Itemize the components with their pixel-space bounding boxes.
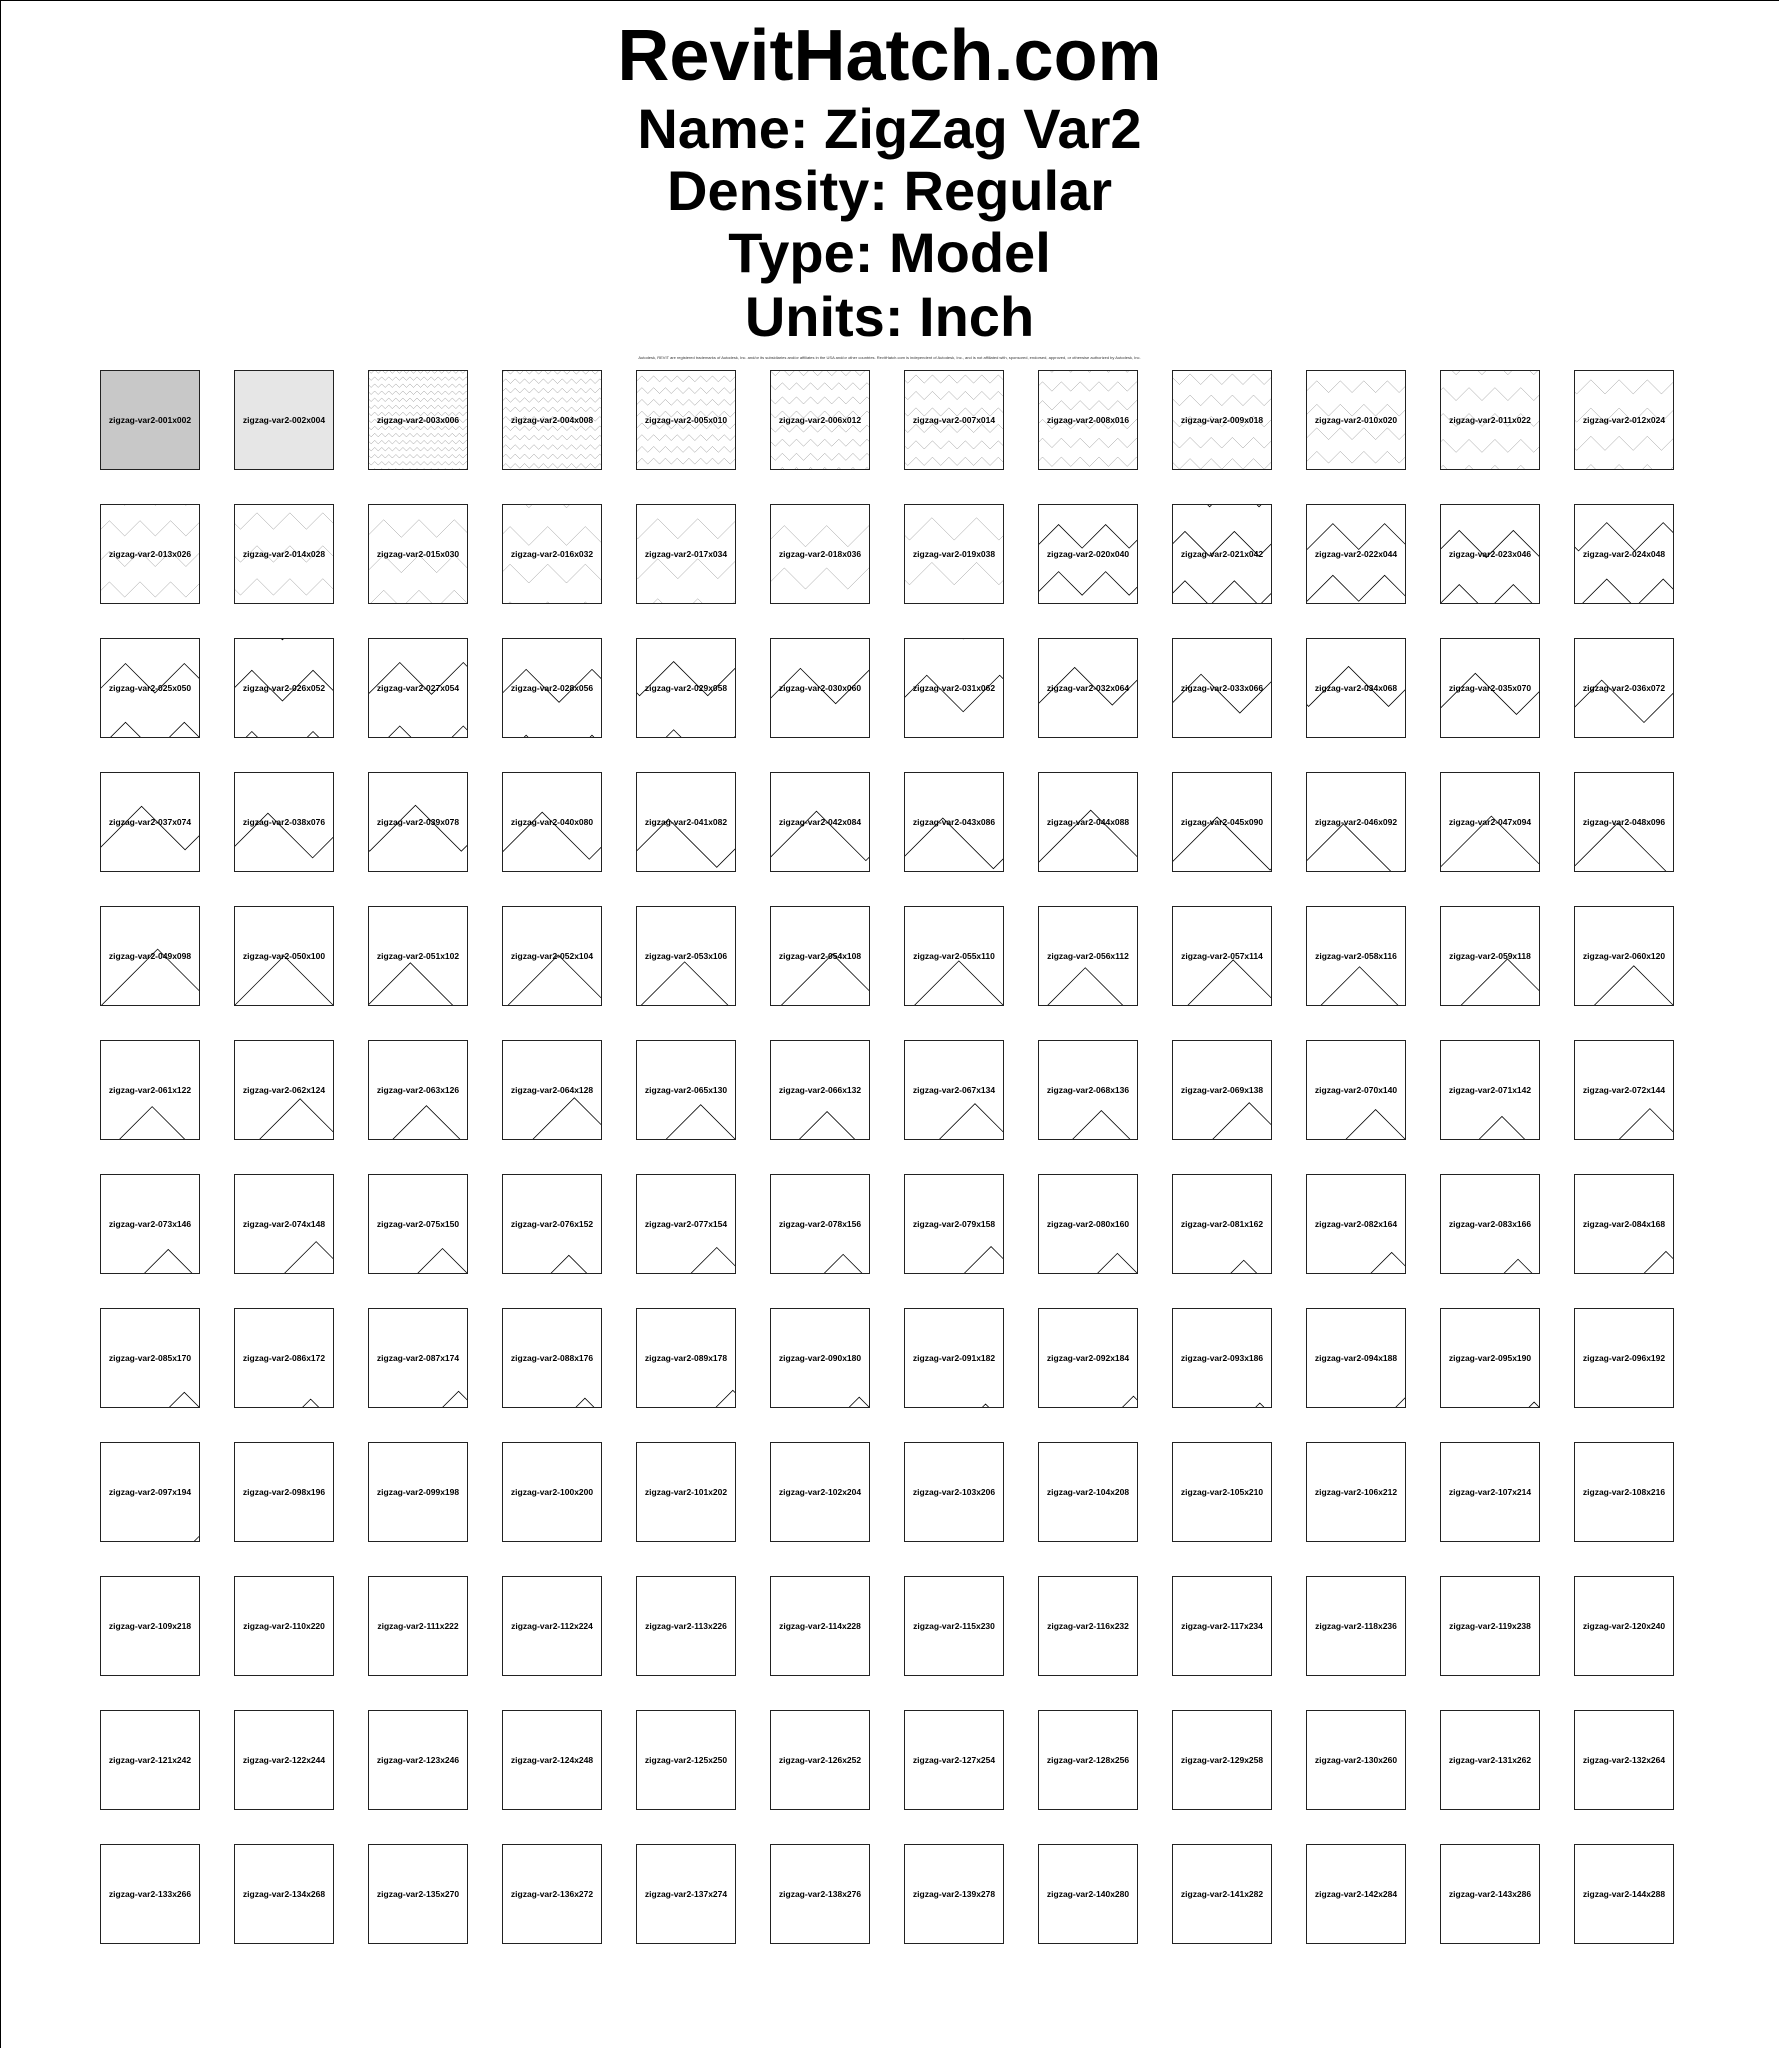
hatch-tile xyxy=(636,772,736,872)
hatch-tile xyxy=(100,504,200,604)
hatch-tile-label: zigzag-var2-037x074 xyxy=(108,817,192,827)
hatch-tile xyxy=(1172,638,1272,738)
hatch-tile-label: zigzag-var2-118x236 xyxy=(1315,1621,1397,1631)
hatch-tile-label: zigzag-var2-098x196 xyxy=(242,1487,326,1497)
hatch-tile-label: zigzag-var2-060x120 xyxy=(1582,951,1666,961)
hatch-tile xyxy=(368,1174,468,1274)
hatch-tile-label: zigzag-var2-021x042 xyxy=(1180,549,1264,559)
hatch-tile-label: zigzag-var2-006x012 xyxy=(778,415,862,425)
hatch-tile xyxy=(770,906,870,1006)
hatch-tile-label: zigzag-var2-058x116 xyxy=(1315,951,1397,961)
hatch-tile-label: zigzag-var2-141x282 xyxy=(1180,1889,1264,1899)
hatch-tile xyxy=(1440,1844,1540,1944)
hatch-tile-label: zigzag-var2-095x190 xyxy=(1448,1353,1532,1363)
hatch-tile xyxy=(636,1174,736,1274)
hatch-tile-label: zigzag-var2-005x010 xyxy=(644,415,728,425)
hatch-tile xyxy=(1038,906,1138,1006)
hatch-tile-label: zigzag-var2-084x168 xyxy=(1582,1219,1666,1229)
hatch-tile xyxy=(770,1040,870,1140)
hatch-tile-label: zigzag-var2-120x240 xyxy=(1582,1621,1666,1631)
hatch-tile-label: zigzag-var2-091x182 xyxy=(912,1353,996,1363)
hatch-tile xyxy=(904,638,1004,738)
hatch-tile xyxy=(770,1710,870,1810)
hatch-tile-label: zigzag-var2-100x200 xyxy=(510,1487,594,1497)
hatch-tile-label: zigzag-var2-128x256 xyxy=(1046,1755,1130,1765)
hatch-tile-label: zigzag-var2-025x050 xyxy=(108,683,192,693)
hatch-tile-label: zigzag-var2-135x270 xyxy=(376,1889,460,1899)
hatch-tile xyxy=(1440,1308,1540,1408)
hatch-tile xyxy=(1440,638,1540,738)
hatch-tile xyxy=(368,1844,468,1944)
hatch-tile xyxy=(502,638,602,738)
hatch-tile xyxy=(100,1174,200,1274)
hatch-tile xyxy=(1306,638,1406,738)
hatch-tile xyxy=(100,1710,200,1810)
hatch-tile-label: zigzag-var2-031x062 xyxy=(912,683,996,693)
hatch-tile-label: zigzag-var2-040x080 xyxy=(510,817,594,827)
hatch-tile-label: zigzag-var2-041x082 xyxy=(644,817,728,827)
hatch-tile xyxy=(1038,1308,1138,1408)
hatch-tile-label: zigzag-var2-056x112 xyxy=(1047,951,1129,961)
hatch-tile xyxy=(904,370,1004,470)
hatch-tile xyxy=(1306,772,1406,872)
hatch-tile-label: zigzag-var2-004x008 xyxy=(510,415,594,425)
hatch-tile-label: zigzag-var2-144x288 xyxy=(1582,1889,1666,1899)
hatch-tile-label: zigzag-var2-054x108 xyxy=(778,951,862,961)
hatch-tile xyxy=(502,504,602,604)
hatch-tile xyxy=(636,638,736,738)
hatch-tile xyxy=(1038,1442,1138,1542)
hatch-tile xyxy=(636,1576,736,1676)
hatch-tile xyxy=(100,1308,200,1408)
hatch-tile-label: zigzag-var2-049x098 xyxy=(108,951,192,961)
hatch-tile xyxy=(502,1174,602,1274)
hatch-tile xyxy=(502,772,602,872)
hatch-tile-label: zigzag-var2-119x238 xyxy=(1449,1621,1531,1631)
hatch-tile-label: zigzag-var2-008x016 xyxy=(1046,415,1130,425)
hatch-tile xyxy=(1306,370,1406,470)
hatch-tile xyxy=(100,370,200,470)
hatch-tile-label: zigzag-var2-093x186 xyxy=(1180,1353,1264,1363)
hatch-tile-label: zigzag-var2-111x222 xyxy=(377,1621,459,1631)
hatch-tile xyxy=(368,1442,468,1542)
hatch-tile xyxy=(1306,1710,1406,1810)
hatch-tile xyxy=(904,1710,1004,1810)
hatch-tile xyxy=(1172,772,1272,872)
hatch-tile xyxy=(770,1844,870,1944)
hatch-tile xyxy=(904,1040,1004,1140)
pattern-type: Type: Model xyxy=(728,221,1051,284)
hatch-tile xyxy=(1574,1174,1674,1274)
hatch-tile xyxy=(1172,1308,1272,1408)
hatch-tile-label: zigzag-var2-140x280 xyxy=(1046,1889,1130,1899)
hatch-tile xyxy=(1440,1710,1540,1810)
hatch-tile xyxy=(1440,1442,1540,1542)
hatch-tile-label: zigzag-var2-048x096 xyxy=(1582,817,1666,827)
hatch-tile-label: zigzag-var2-050x100 xyxy=(242,951,326,961)
hatch-tile xyxy=(368,1710,468,1810)
hatch-tile xyxy=(234,772,334,872)
hatch-tile xyxy=(368,370,468,470)
hatch-tile xyxy=(1038,1576,1138,1676)
hatch-tile xyxy=(234,370,334,470)
hatch-tile xyxy=(1440,1576,1540,1676)
hatch-tile-label: zigzag-var2-024x048 xyxy=(1582,549,1666,559)
hatch-tile-label: zigzag-var2-077x154 xyxy=(644,1219,728,1229)
hatch-tile-label: zigzag-var2-019x038 xyxy=(912,549,996,559)
hatch-tile xyxy=(770,1308,870,1408)
hatch-tile-label: zigzag-var2-126x252 xyxy=(778,1755,862,1765)
hatch-tile-label: zigzag-var2-087x174 xyxy=(376,1353,460,1363)
hatch-tile-label: zigzag-var2-035x070 xyxy=(1448,683,1532,693)
hatch-tile xyxy=(1038,638,1138,738)
hatch-tile xyxy=(770,370,870,470)
hatch-tile xyxy=(636,370,736,470)
hatch-tile xyxy=(1440,1174,1540,1274)
hatch-tile xyxy=(1440,772,1540,872)
hatch-tile xyxy=(1574,772,1674,872)
hatch-tile xyxy=(234,1576,334,1676)
hatch-tile-label: zigzag-var2-081x162 xyxy=(1180,1219,1264,1229)
hatch-tile-label: zigzag-var2-012x024 xyxy=(1582,415,1666,425)
hatch-tile xyxy=(1038,1844,1138,1944)
hatch-tile-label: zigzag-var2-127x254 xyxy=(912,1755,996,1765)
hatch-tile xyxy=(904,1844,1004,1944)
hatch-tile-label: zigzag-var2-052x104 xyxy=(510,951,594,961)
hatch-tile-label: zigzag-var2-046x092 xyxy=(1314,817,1398,827)
hatch-tile-label: zigzag-var2-105x210 xyxy=(1180,1487,1264,1497)
hatch-tile-label: zigzag-var2-042x084 xyxy=(778,817,862,827)
hatch-tile-label: zigzag-var2-045x090 xyxy=(1180,817,1264,827)
hatch-tile-label: zigzag-var2-020x040 xyxy=(1046,549,1130,559)
hatch-tile xyxy=(502,1576,602,1676)
hatch-tile-label: zigzag-var2-090x180 xyxy=(778,1353,862,1363)
hatch-tile-label: zigzag-var2-094x188 xyxy=(1314,1353,1398,1363)
hatch-tile-label: zigzag-var2-003x006 xyxy=(376,415,460,425)
hatch-tile xyxy=(234,906,334,1006)
hatch-tile-label: zigzag-var2-059x118 xyxy=(1449,951,1531,961)
hatch-tile xyxy=(1306,1174,1406,1274)
pattern-units: Units: Inch xyxy=(744,285,1035,348)
hatch-tile-label: zigzag-var2-023x046 xyxy=(1448,549,1532,559)
hatch-tile xyxy=(368,772,468,872)
hatch-tile xyxy=(770,1442,870,1542)
hatch-tile-label: zigzag-var2-053x106 xyxy=(644,951,728,961)
hatch-tile xyxy=(1038,772,1138,872)
hatch-tile-label: zigzag-var2-051x102 xyxy=(376,951,460,961)
hatch-tile xyxy=(502,1844,602,1944)
hatch-tile-label: zigzag-var2-139x278 xyxy=(912,1889,996,1899)
hatch-tile xyxy=(1306,1576,1406,1676)
hatch-tile-label: zigzag-var2-001x002 xyxy=(108,415,192,425)
hatch-tile xyxy=(368,1576,468,1676)
hatch-tile-label: zigzag-var2-143x286 xyxy=(1448,1889,1532,1899)
hatch-tile xyxy=(770,1174,870,1274)
hatch-tile xyxy=(904,1442,1004,1542)
hatch-tile-label: zigzag-var2-033x066 xyxy=(1180,683,1264,693)
hatch-tile xyxy=(234,504,334,604)
hatch-tile-label: zigzag-var2-026x052 xyxy=(242,683,326,693)
hatch-tile-label: zigzag-var2-097x194 xyxy=(108,1487,192,1497)
hatch-tile xyxy=(234,1308,334,1408)
hatch-tile xyxy=(1574,370,1674,470)
hatch-tile-label: zigzag-var2-017x034 xyxy=(644,549,728,559)
hatch-tile xyxy=(1172,1710,1272,1810)
hatch-tile-label: zigzag-var2-131x262 xyxy=(1448,1755,1532,1765)
hatch-tile xyxy=(636,1844,736,1944)
hatch-tile-label: zigzag-var2-104x208 xyxy=(1046,1487,1130,1497)
hatch-tile xyxy=(502,1710,602,1810)
hatch-tile-label: zigzag-var2-083x166 xyxy=(1448,1219,1532,1229)
hatch-tile-label: zigzag-var2-029x058 xyxy=(644,683,728,693)
hatch-tile-label: zigzag-var2-015x030 xyxy=(376,549,460,559)
hatch-tile-label: zigzag-var2-013x026 xyxy=(108,549,192,559)
hatch-tile xyxy=(1306,1844,1406,1944)
hatch-tile-label: zigzag-var2-007x014 xyxy=(912,415,996,425)
hatch-tile xyxy=(770,1576,870,1676)
hatch-tile-label: zigzag-var2-067x134 xyxy=(912,1085,996,1095)
hatch-tile xyxy=(368,504,468,604)
hatch-tile-label: zigzag-var2-071x142 xyxy=(1448,1085,1532,1095)
hatch-tile xyxy=(1172,1844,1272,1944)
hatch-tile-label: zigzag-var2-061x122 xyxy=(108,1085,192,1095)
hatch-tile xyxy=(1172,1174,1272,1274)
hatch-tile-label: zigzag-var2-068x136 xyxy=(1046,1085,1130,1095)
hatch-tile-label: zigzag-var2-028x056 xyxy=(510,683,594,693)
hatch-tile-label: zigzag-var2-027x054 xyxy=(376,683,460,693)
hatch-tile-label: zigzag-var2-125x250 xyxy=(644,1755,728,1765)
hatch-tile xyxy=(1440,906,1540,1006)
hatch-tile-label: zigzag-var2-062x124 xyxy=(242,1085,326,1095)
hatch-tile-label: zigzag-var2-016x032 xyxy=(510,549,594,559)
hatch-tile xyxy=(502,370,602,470)
site-title: RevitHatch.com xyxy=(617,16,1162,96)
hatch-tile xyxy=(502,906,602,1006)
hatch-tile-label: zigzag-var2-044x088 xyxy=(1046,817,1130,827)
hatch-tile xyxy=(904,1308,1004,1408)
hatch-tile-label: zigzag-var2-039x078 xyxy=(376,817,460,827)
hatch-tile xyxy=(904,906,1004,1006)
hatch-tile-label: zigzag-var2-124x248 xyxy=(510,1755,594,1765)
hatch-tile xyxy=(1306,906,1406,1006)
hatch-tile-label: zigzag-var2-136x272 xyxy=(510,1889,594,1899)
hatch-tile-label: zigzag-var2-086x172 xyxy=(242,1353,326,1363)
hatch-tile xyxy=(234,1040,334,1140)
hatch-tile xyxy=(368,1308,468,1408)
hatch-tile xyxy=(636,1040,736,1140)
hatch-tile xyxy=(368,906,468,1006)
hatch-tile xyxy=(636,504,736,604)
hatch-tile xyxy=(234,1844,334,1944)
hatch-tile-label: zigzag-var2-080x160 xyxy=(1046,1219,1130,1229)
hatch-tile-label: zigzag-var2-038x076 xyxy=(242,817,326,827)
hatch-tile xyxy=(904,504,1004,604)
hatch-tile-label: zigzag-var2-073x146 xyxy=(108,1219,192,1229)
hatch-tile-label: zigzag-var2-114x228 xyxy=(779,1621,861,1631)
hatch-tile xyxy=(100,1040,200,1140)
hatch-tile xyxy=(1172,906,1272,1006)
hatch-tile-label: zigzag-var2-002x004 xyxy=(242,415,326,425)
hatch-tile-label: zigzag-var2-092x184 xyxy=(1046,1353,1130,1363)
hatch-tile-label: zigzag-var2-102x204 xyxy=(778,1487,862,1497)
hatch-tile-label: zigzag-var2-109x218 xyxy=(108,1621,192,1631)
hatch-tile xyxy=(770,504,870,604)
hatch-tile-label: zigzag-var2-066x132 xyxy=(778,1085,862,1095)
hatch-tile-label: zigzag-var2-116x232 xyxy=(1047,1621,1129,1631)
hatch-tile-label: zigzag-var2-078x156 xyxy=(778,1219,862,1229)
hatch-tile-label: zigzag-var2-009x018 xyxy=(1180,415,1264,425)
hatch-tile-label: zigzag-var2-018x036 xyxy=(778,549,862,559)
hatch-tile xyxy=(100,638,200,738)
hatch-tile xyxy=(1574,1844,1674,1944)
pattern-name: Name: ZigZag Var2 xyxy=(637,97,1142,160)
hatch-tile xyxy=(1172,1442,1272,1542)
hatch-tile-label: zigzag-var2-106x212 xyxy=(1314,1487,1398,1497)
hatch-tile xyxy=(1574,638,1674,738)
hatch-tile xyxy=(904,1174,1004,1274)
hatch-tile xyxy=(1172,1576,1272,1676)
hatch-tile-label: zigzag-var2-113x226 xyxy=(645,1621,727,1631)
hatch-tile-label: zigzag-var2-079x158 xyxy=(912,1219,996,1229)
hatch-tile xyxy=(100,906,200,1006)
hatch-tile xyxy=(234,1710,334,1810)
hatch-tile xyxy=(1574,1710,1674,1810)
hatch-tile xyxy=(1038,1710,1138,1810)
hatch-tile xyxy=(1306,504,1406,604)
hatch-tile-label: zigzag-var2-011x022 xyxy=(1449,415,1531,425)
hatch-tile xyxy=(1038,1174,1138,1274)
hatch-tile-label: zigzag-var2-022x044 xyxy=(1314,549,1398,559)
trademark-disclaimer: Autodesk, REVIT are registered trademarks of Autodesk, Inc. and/or its subsidiaries and/or affiliates in the USA and/or other countries. RevitHatch.com is independent of Autodesk, Inc., and is not affiliated with, sponsored, endorsed, approved, or otherwise authorized by Autodesk, Inc. xyxy=(638,355,1141,360)
hatch-tile-label: zigzag-var2-110x220 xyxy=(243,1621,325,1631)
hatch-tile-label: zigzag-var2-072x144 xyxy=(1582,1085,1666,1095)
hatch-tile-label: zigzag-var2-123x246 xyxy=(376,1755,460,1765)
hatch-tile-label: zigzag-var2-107x214 xyxy=(1448,1487,1532,1497)
hatch-tile xyxy=(368,1040,468,1140)
hatch-tile xyxy=(368,638,468,738)
hatch-tile xyxy=(1038,504,1138,604)
hatch-tile-label: zigzag-var2-064x128 xyxy=(510,1085,594,1095)
hatch-tile-label: zigzag-var2-065x130 xyxy=(644,1085,728,1095)
hatch-tile-label: zigzag-var2-117x234 xyxy=(1181,1621,1263,1631)
hatch-tile xyxy=(904,772,1004,872)
hatch-tile-label: zigzag-var2-142x284 xyxy=(1314,1889,1398,1899)
hatch-tile xyxy=(1172,504,1272,604)
hatch-tile xyxy=(1306,1040,1406,1140)
hatch-tile-label: zigzag-var2-089x178 xyxy=(644,1353,728,1363)
hatch-tile-label: zigzag-var2-036x072 xyxy=(1582,683,1666,693)
hatch-tile-label: zigzag-var2-088x176 xyxy=(510,1353,594,1363)
hatch-tile xyxy=(502,1308,602,1408)
hatch-tile xyxy=(1038,1040,1138,1140)
hatch-tile xyxy=(1574,1442,1674,1542)
hatch-tile xyxy=(1440,370,1540,470)
hatch-tile-label: zigzag-var2-099x198 xyxy=(376,1487,460,1497)
hatch-tile xyxy=(636,1442,736,1542)
hatch-tile xyxy=(1306,1308,1406,1408)
hatch-tile-label: zigzag-var2-014x028 xyxy=(242,549,326,559)
hatch-tile xyxy=(100,772,200,872)
hatch-tile-label: zigzag-var2-138x276 xyxy=(778,1889,862,1899)
hatch-tile-label: zigzag-var2-112x224 xyxy=(511,1621,593,1631)
hatch-tile-label: zigzag-var2-101x202 xyxy=(644,1487,728,1497)
hatch-tile-label: zigzag-var2-075x150 xyxy=(376,1219,460,1229)
hatch-tile xyxy=(234,638,334,738)
hatch-tile-label: zigzag-var2-122x244 xyxy=(242,1755,326,1765)
hatch-tile xyxy=(770,638,870,738)
hatch-tile-label: zigzag-var2-055x110 xyxy=(913,951,995,961)
hatch-tile xyxy=(100,1844,200,1944)
hatch-tile xyxy=(636,1710,736,1810)
hatch-tile xyxy=(1574,1308,1674,1408)
hatch-tile xyxy=(636,906,736,1006)
hatch-tile-label: zigzag-var2-133x266 xyxy=(108,1889,192,1899)
hatch-tile xyxy=(1440,504,1540,604)
hatch-tile-label: zigzag-var2-132x264 xyxy=(1582,1755,1666,1765)
hatch-tile xyxy=(100,1576,200,1676)
hatch-tile xyxy=(234,1442,334,1542)
hatch-tile xyxy=(636,1308,736,1408)
hatch-tile-label: zigzag-var2-074x148 xyxy=(242,1219,326,1229)
hatch-tile xyxy=(100,1442,200,1542)
hatch-tile-label: zigzag-var2-108x216 xyxy=(1582,1487,1666,1497)
hatch-tile xyxy=(502,1040,602,1140)
hatch-tile-label: zigzag-var2-034x068 xyxy=(1314,683,1398,693)
hatch-tile-label: zigzag-var2-096x192 xyxy=(1582,1353,1666,1363)
pattern-density: Density: Regular xyxy=(667,159,1112,222)
hatch-tile-label: zigzag-var2-047x094 xyxy=(1448,817,1532,827)
hatch-tile-label: zigzag-var2-137x274 xyxy=(644,1889,728,1899)
hatch-tile-label: zigzag-var2-057x114 xyxy=(1181,951,1263,961)
hatch-tile-label: zigzag-var2-103x206 xyxy=(912,1487,996,1497)
hatch-tile xyxy=(1172,1040,1272,1140)
hatch-tile xyxy=(1038,370,1138,470)
hatch-tile-label: zigzag-var2-070x140 xyxy=(1314,1085,1398,1095)
hatch-tile xyxy=(234,1174,334,1274)
hatch-tile-label: zigzag-var2-085x170 xyxy=(108,1353,192,1363)
hatch-tile-label: zigzag-var2-134x268 xyxy=(242,1889,326,1899)
hatch-tile xyxy=(502,1442,602,1542)
hatch-tile xyxy=(1440,1040,1540,1140)
hatch-tile-label: zigzag-var2-063x126 xyxy=(376,1085,460,1095)
hatch-tile-label: zigzag-var2-115x230 xyxy=(913,1621,995,1631)
hatch-tile-label: zigzag-var2-130x260 xyxy=(1314,1755,1398,1765)
hatch-tile xyxy=(770,772,870,872)
hatch-tile-label: zigzag-var2-121x242 xyxy=(108,1755,192,1765)
hatch-tile xyxy=(1306,1442,1406,1542)
hatch-tile xyxy=(1574,504,1674,604)
hatch-tile-label: zigzag-var2-043x086 xyxy=(912,817,996,827)
hatch-tile-label: zigzag-var2-129x258 xyxy=(1180,1755,1264,1765)
hatch-tile-label: zigzag-var2-032x064 xyxy=(1046,683,1130,693)
hatch-tile xyxy=(1574,1576,1674,1676)
hatch-tile xyxy=(1574,1040,1674,1140)
hatch-tile-label: zigzag-var2-076x152 xyxy=(510,1219,594,1229)
hatch-tile-label: zigzag-var2-069x138 xyxy=(1180,1085,1264,1095)
hatch-tile xyxy=(1172,370,1272,470)
hatch-tile xyxy=(904,1576,1004,1676)
hatch-tile-label: zigzag-var2-030x060 xyxy=(778,683,862,693)
hatch-tile-label: zigzag-var2-082x164 xyxy=(1314,1219,1398,1229)
hatch-tile-label: zigzag-var2-010x020 xyxy=(1314,415,1398,425)
hatch-tile xyxy=(1574,906,1674,1006)
